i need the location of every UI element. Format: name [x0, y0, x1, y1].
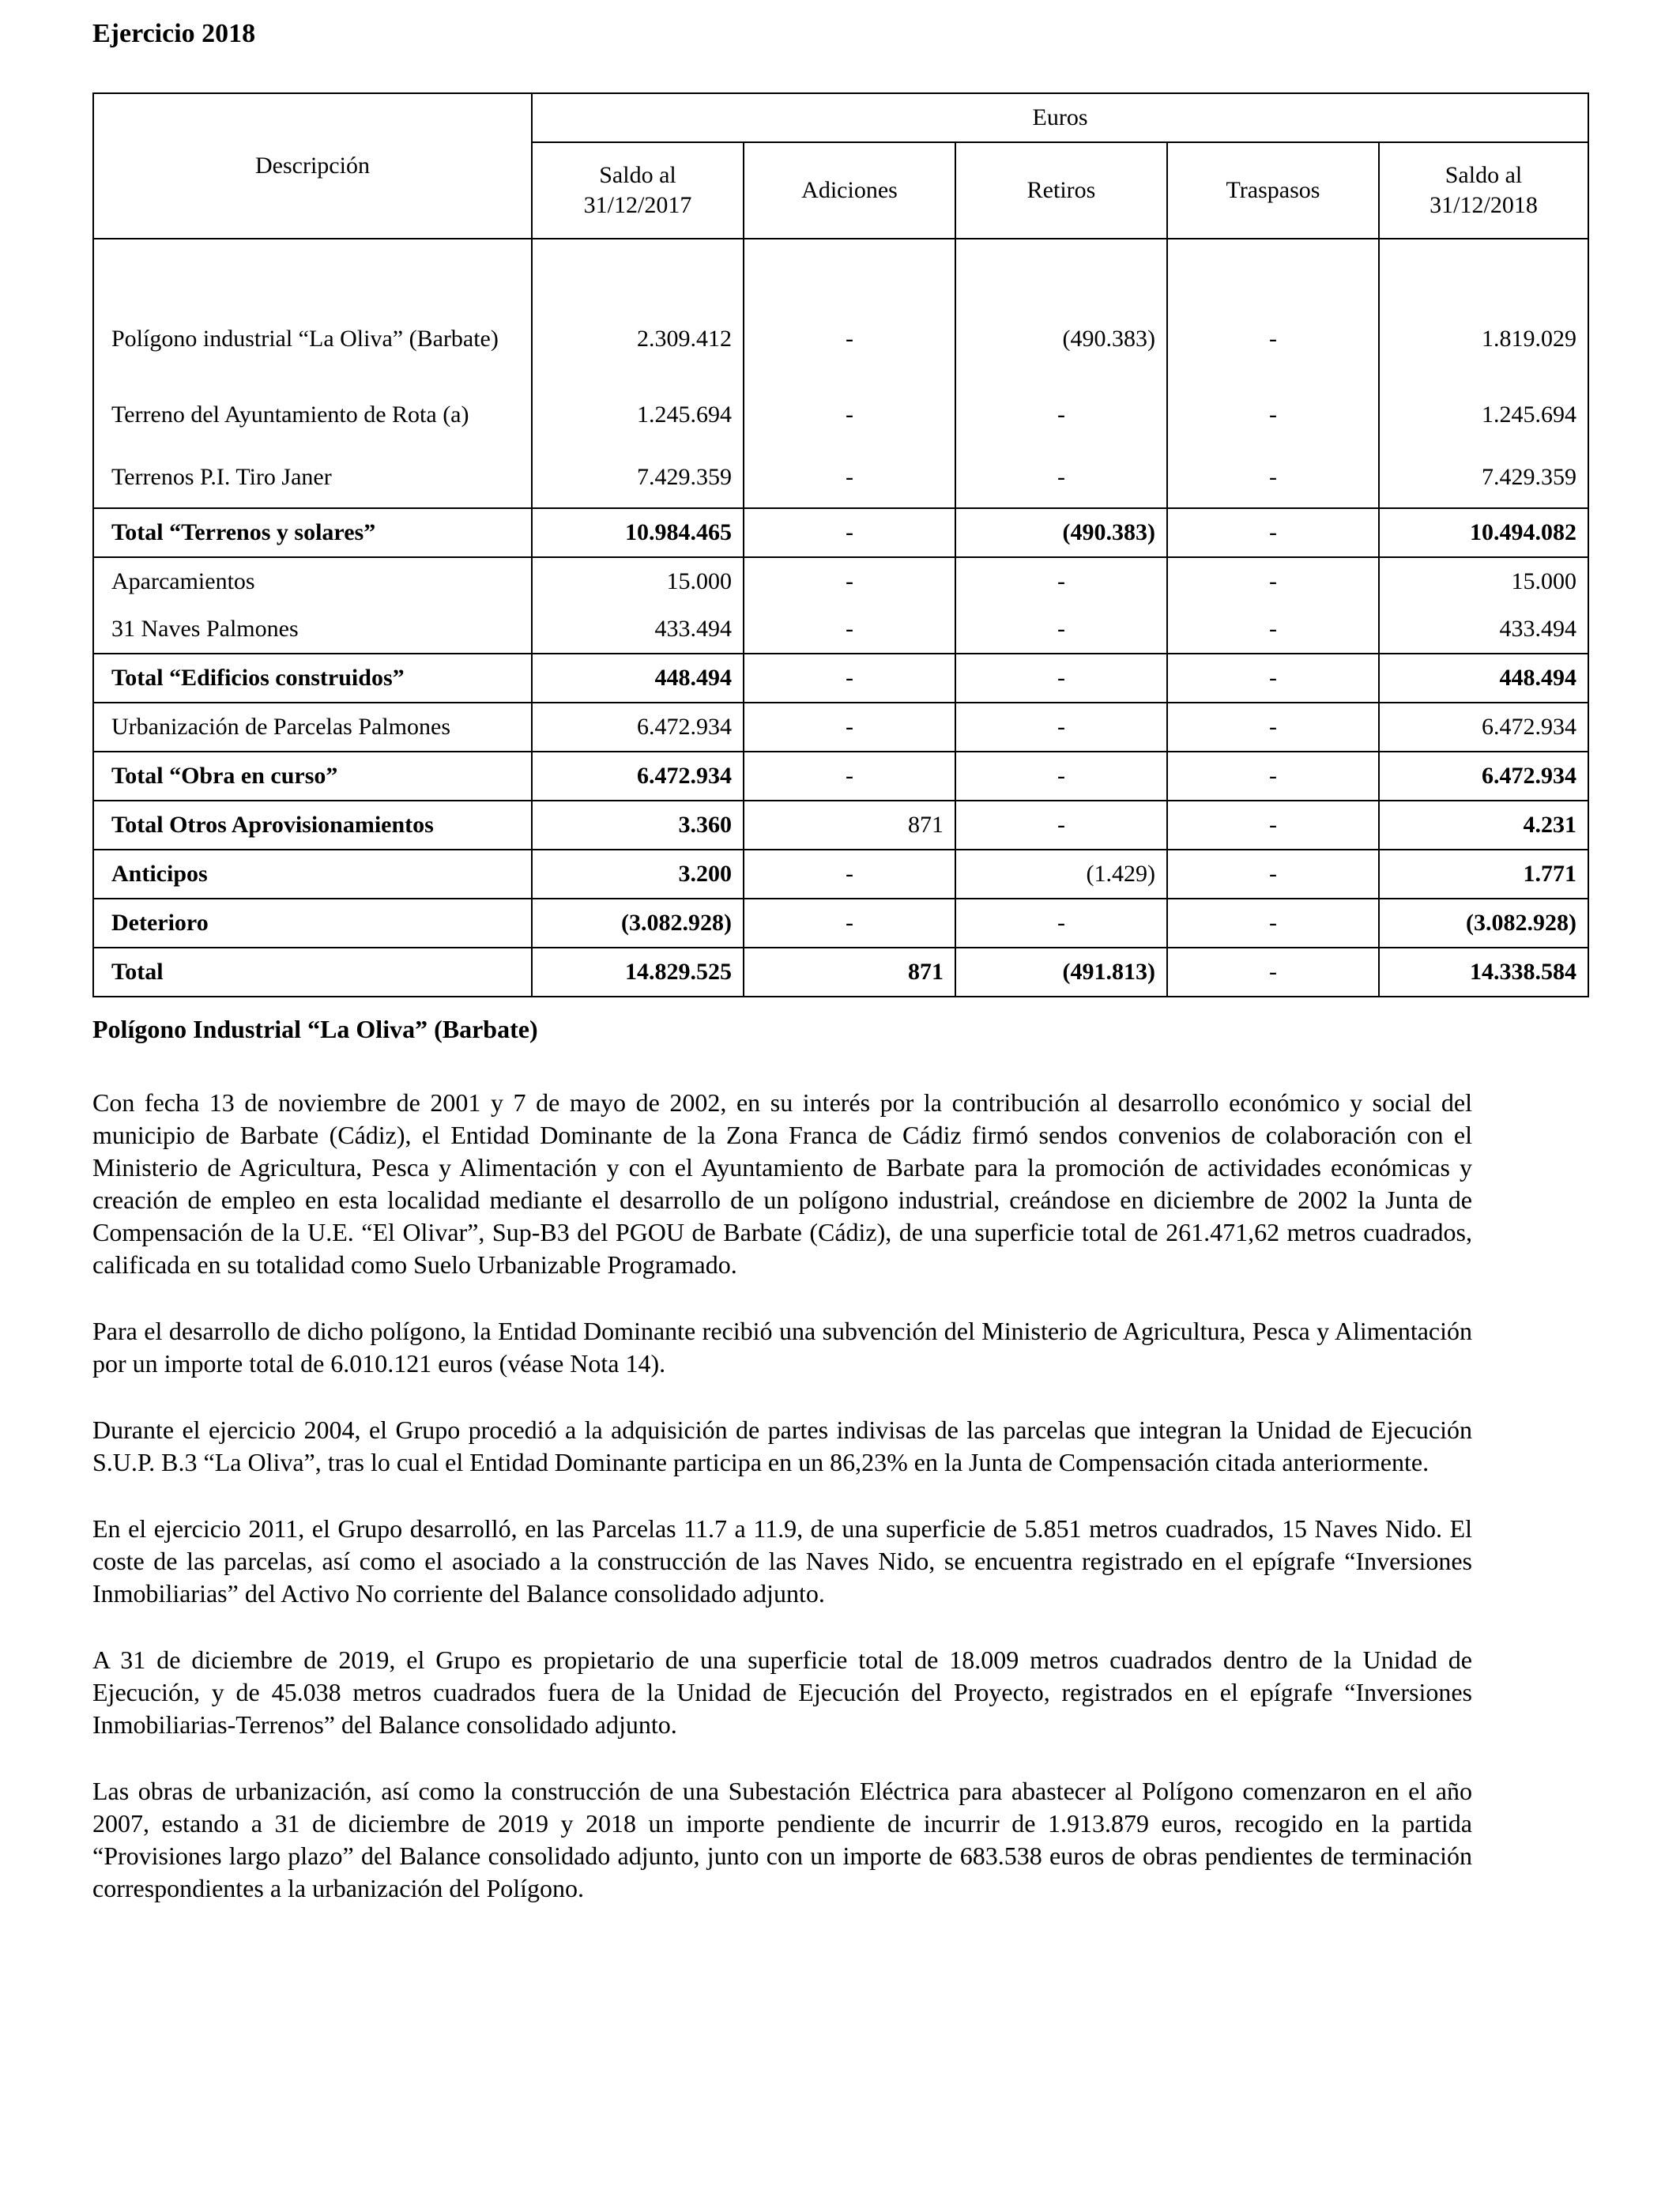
row-traspasos: - [1167, 899, 1379, 948]
row-traspasos: - [1167, 447, 1379, 508]
header-col-adiciones: Adiciones [744, 142, 955, 239]
table-row [93, 605, 1588, 654]
row-desc: Total “Terrenos y solares” [93, 508, 532, 557]
row-saldo-2018: 6.472.934 [1379, 703, 1588, 752]
spacer-row [93, 239, 1588, 295]
row-adiciones: - [744, 605, 955, 654]
row-retiros: - [955, 654, 1167, 703]
row-adiciones: - [744, 899, 955, 948]
row-adiciones: - [744, 850, 955, 899]
row-desc: Urbanización de Parcelas Palmones [93, 703, 532, 752]
row-adiciones: - [744, 447, 955, 508]
row-desc: Deterioro [93, 899, 532, 948]
row-retiros: (491.813) [955, 948, 1167, 997]
row-adiciones: - [744, 752, 955, 801]
row-saldo-2017: 14.829.525 [532, 948, 744, 997]
row-desc: Aparcamientos [93, 557, 532, 605]
row-saldo-2017: 448.494 [532, 654, 744, 703]
table-row-total [93, 508, 1588, 557]
row-desc: Total “Obra en curso” [93, 752, 532, 801]
row-retiros: (490.383) [955, 295, 1167, 383]
row-adiciones: - [744, 508, 955, 557]
header-row-1 [93, 93, 1588, 142]
row-retiros: - [955, 801, 1167, 850]
row-retiros: - [955, 605, 1167, 654]
table-row-total [93, 752, 1588, 801]
row-desc: Total “Edificios construidos” [93, 654, 532, 703]
paragraph: En el ejercicio 2011, el Grupo desarrolló, en las Parcelas 11.7 a 11.9, de una superficie de 5.851 metros cuadrados, 15 Naves Nido. El coste de las parcelas, así como el asociado a la construcción de las Naves Nido, se encuentra registrado en el epígrafe “Inversiones Inmobiliarias” del Activo No corriente del Balance consolidado adjunto. [92, 1514, 1472, 1608]
paragraph: Durante el ejercicio 2004, el Grupo procedió a la adquisición de partes indivisas de las parcelas que integran la Unidad de Ejecución S.U.P. B.3 “La Oliva”, tras lo cual el Entidad Dominante participa en un 86,23% en la Junta de Compensación citada anteriormente. [92, 1416, 1472, 1476]
row-adiciones: 871 [744, 801, 955, 850]
row-adiciones: - [744, 654, 955, 703]
row-saldo-2017: 1.245.694 [532, 383, 744, 447]
header-col-saldo-2018: Saldo al 31/12/2018 [1379, 142, 1588, 239]
row-saldo-2018: 10.494.082 [1379, 508, 1588, 557]
row-desc: Total [93, 948, 532, 997]
row-traspasos: - [1167, 654, 1379, 703]
row-retiros: - [955, 899, 1167, 948]
header-euros: Euros [532, 93, 1588, 142]
paragraph: Las obras de urbanización, así como la construcción de una Subestación Eléctrica para abastecer al Polígono comenzaron en el año 2007, estando a 31 de diciembre de 2019 y 2018 un importe pendiente de incurrir de 1.913.879 euros, recogido en la partida “Provisiones largo plazo” del Balance consolidado adjunto, junto con un importe de 683.538 euros de obras pendientes de terminación correspondientes a la urbanización del Polígono. [92, 1777, 1472, 1902]
header-col-saldo-2017: Saldo al 31/12/2017 [532, 142, 744, 239]
table-row [93, 557, 1588, 605]
row-saldo-2018: 433.494 [1379, 605, 1588, 654]
row-desc: Terreno del Ayuntamiento de Rota (a) [93, 383, 532, 447]
row-saldo-2017: 15.000 [532, 557, 744, 605]
row-retiros: - [955, 752, 1167, 801]
row-desc: Total Otros Aprovisionamientos [93, 801, 532, 850]
row-saldo-2018: 1.819.029 [1379, 295, 1588, 383]
row-traspasos: - [1167, 383, 1379, 447]
row-traspasos: - [1167, 703, 1379, 752]
paragraph: Con fecha 13 de noviembre de 2001 y 7 de mayo de 2002, en su interés por la contribución al desarrollo económico y social del municipio de Barbate (Cádiz), el Entidad Dominante de la Zona Franca de Cádiz firmó sendos convenios de colaboración con el Ministerio de Agricultura, Pesca y Alimentación y con el Ayuntamiento de Barbate para la promoción de actividades económicas y creación de empleo en esta localidad mediante el desarrollo de un polígono industrial, creándose en diciembre de 2002 la Junta de Compensación de la U.E. “El Olivar”, Sup-B3 del PGOU de Barbate (Cádiz), de una superficie total de 261.471,62 metros cuadrados, calificada en su totalidad como Suelo Urbanizable Programado. [92, 1088, 1472, 1279]
row-traspasos: - [1167, 948, 1379, 997]
row-adiciones: 871 [744, 948, 955, 997]
section-heading: Polígono Industrial “La Oliva” (Barbate) [92, 1015, 538, 1043]
row-traspasos: - [1167, 605, 1379, 654]
body-text [92, 1087, 1472, 1939]
row-traspasos: - [1167, 295, 1379, 383]
row-retiros: (1.429) [955, 850, 1167, 899]
table-row [93, 295, 1588, 383]
row-saldo-2018: 6.472.934 [1379, 752, 1588, 801]
row-adiciones: - [744, 557, 955, 605]
page-title: Ejercicio 2018 [92, 19, 256, 48]
row-traspasos: - [1167, 508, 1379, 557]
row-saldo-2017: (3.082.928) [532, 899, 744, 948]
row-saldo-2017: 6.472.934 [532, 752, 744, 801]
row-saldo-2018: 1.245.694 [1379, 383, 1588, 447]
row-saldo-2018: 15.000 [1379, 557, 1588, 605]
header-col-traspasos: Traspasos [1167, 142, 1379, 239]
paragraph: Para el desarrollo de dicho polígono, la Entidad Dominante recibió una subvención del Ministerio de Agricultura, Pesca y Alimentación por un importe total de 6.010.121 euros (véase Nota 14). [92, 1317, 1472, 1378]
row-retiros: - [955, 557, 1167, 605]
row-retiros: (490.383) [955, 508, 1167, 557]
row-desc: Terrenos P.I. Tiro Janer [93, 447, 532, 508]
row-desc: Anticipos [93, 850, 532, 899]
row-adiciones: - [744, 295, 955, 383]
row-saldo-2017: 3.200 [532, 850, 744, 899]
row-saldo-2017: 2.309.412 [532, 295, 744, 383]
row-traspasos: - [1167, 557, 1379, 605]
row-traspasos: - [1167, 801, 1379, 850]
row-saldo-2017: 6.472.934 [532, 703, 744, 752]
table-row-total [93, 899, 1588, 948]
row-saldo-2018: 1.771 [1379, 850, 1588, 899]
balance-table [92, 92, 1589, 997]
header-descripcion: Descripción [93, 93, 532, 239]
row-retiros: - [955, 447, 1167, 508]
row-saldo-2017: 433.494 [532, 605, 744, 654]
row-saldo-2018: 448.494 [1379, 654, 1588, 703]
row-saldo-2018: 7.429.359 [1379, 447, 1588, 508]
row-saldo-2017: 7.429.359 [532, 447, 744, 508]
table-row-grand-total [93, 948, 1588, 997]
table-row-total [93, 654, 1588, 703]
row-saldo-2017: 10.984.465 [532, 508, 744, 557]
table-row-total [93, 850, 1588, 899]
row-traspasos: - [1167, 850, 1379, 899]
row-adiciones: - [744, 703, 955, 752]
row-saldo-2018: 14.338.584 [1379, 948, 1588, 997]
table-row [93, 383, 1588, 447]
table-row-total [93, 801, 1588, 850]
row-saldo-2018: (3.082.928) [1379, 899, 1588, 948]
paragraph: A 31 de diciembre de 2019, el Grupo es propietario de una superficie total de 18.009 metros cuadrados dentro de la Unidad de Ejecución, y de 45.038 metros cuadrados fuera de la Unidad de Ejecución del Proyecto, registrados en el epígrafe “Inversiones Inmobiliarias-Terrenos” del Balance consolidado adjunto. [92, 1646, 1472, 1739]
row-retiros: - [955, 383, 1167, 447]
row-saldo-2017: 3.360 [532, 801, 744, 850]
row-adiciones: - [744, 383, 955, 447]
header-col-retiros: Retiros [955, 142, 1167, 239]
table-row [93, 447, 1588, 508]
row-traspasos: - [1167, 752, 1379, 801]
row-desc: 31 Naves Palmones [93, 605, 532, 654]
row-retiros: - [955, 703, 1167, 752]
row-desc: Polígono industrial “La Oliva” (Barbate) [93, 295, 532, 383]
row-saldo-2018: 4.231 [1379, 801, 1588, 850]
table-row [93, 703, 1588, 752]
